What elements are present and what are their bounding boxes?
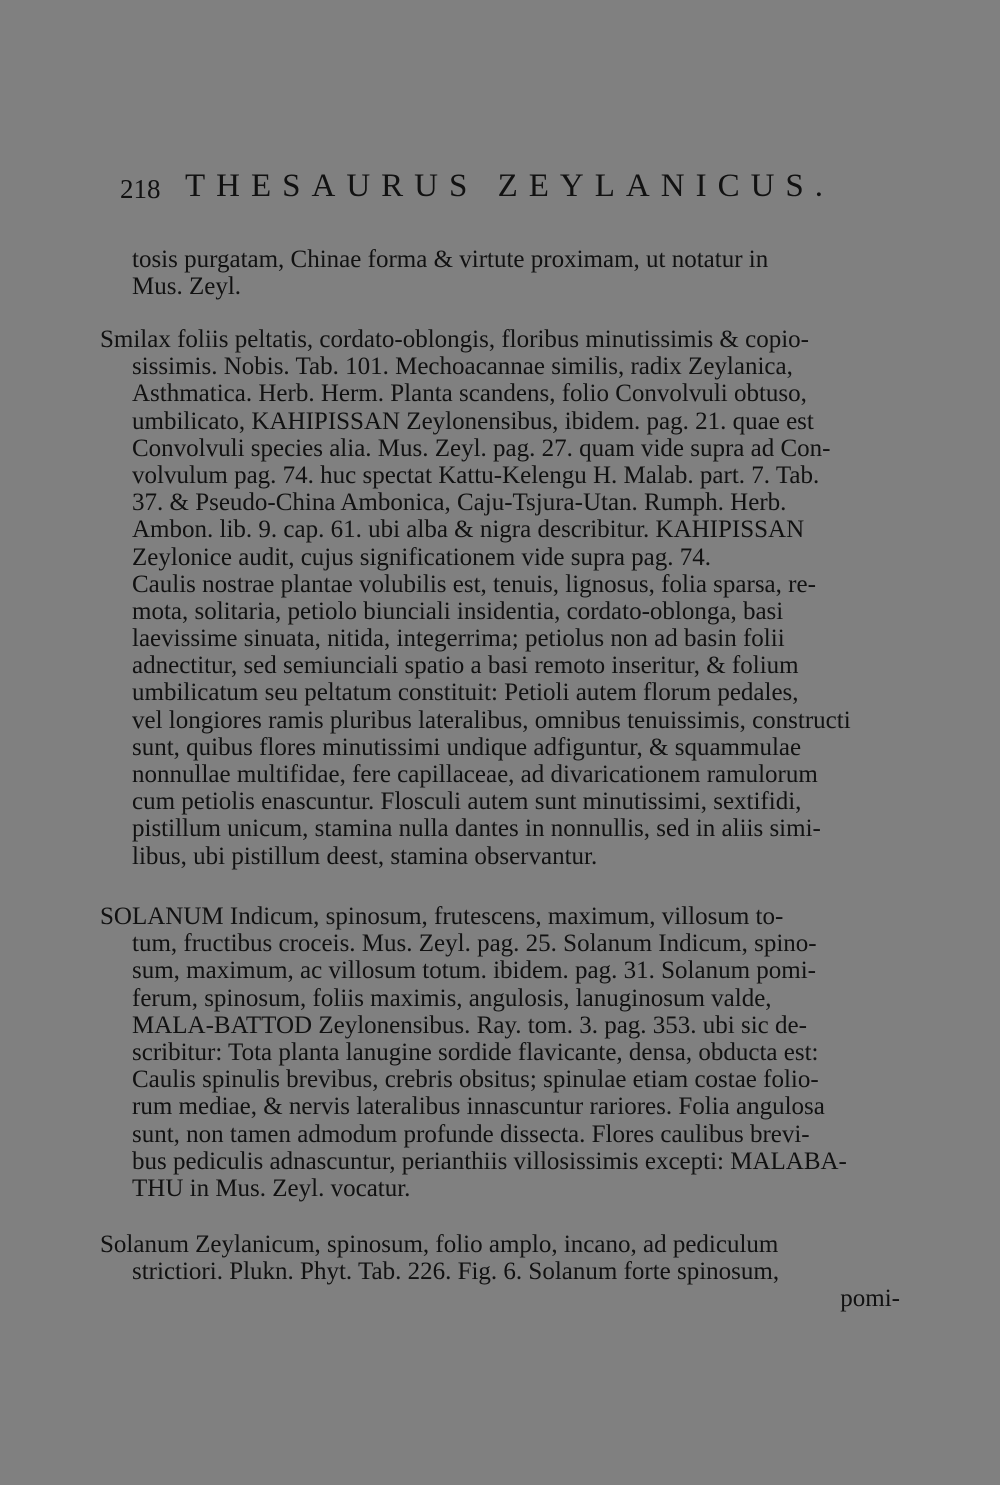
text-line: Zeylonice audit, cujus significationem vide supra pag. 74.	[132, 543, 712, 571]
text-line: nonnullae multifidae, fere capillaceae, ad divaricationem ramulorum	[132, 761, 818, 788]
text-line: tum, fructibus croceis. Mus. Zeyl. pag. 25. Solanum Indicum, spino-	[132, 930, 817, 958]
text-line: 37. & Pseudo-China Ambonica, Caju-Tsjura-Utan. Rumph. Herb.	[132, 489, 787, 517]
text-line: THU in Mus. Zeyl. vocatur.	[132, 1174, 411, 1202]
paragraph-solanum-zeylanicum	[100, 1231, 900, 1313]
text-line: sunt, non tamen admodum profunde dissecta. Flores caulibus brevi-	[132, 1120, 810, 1148]
paragraph-continuation	[100, 246, 900, 300]
text-line: Mus. Zeyl.	[132, 273, 242, 301]
text-line: adnectitur, sed semiunciali spatio a basi remoto inseritur, & folium	[132, 652, 799, 680]
text-line: Solanum Zeylanicum, spinosum, folio amplo, incano, ad pediculum	[100, 1231, 779, 1258]
text-line: ferum, spinosum, foliis maximis, angulosis, lanuginosum valde,	[132, 984, 772, 1012]
text-line: Smilax foliis peltatis, cordato-oblongis, floribus minutissimis & copio-	[100, 326, 809, 353]
paragraph-smilax	[100, 326, 900, 870]
text-line: SOLANUM Indicum, spinosum, frutescens, maximum, villosum to-	[100, 903, 784, 930]
text-line: tosis purgatam, Chinae forma & virtute proximam, ut notatur in	[132, 246, 769, 273]
text-line: Asthmatica. Herb. Herm. Planta scandens, folio Convolvuli obtuso,	[132, 380, 807, 408]
text-line: vel longiores ramis pluribus lateralibus, omnibus tenuissimis, constructi	[132, 706, 851, 734]
page-number: 218	[120, 174, 161, 204]
text-line: strictiori. Plukn. Phyt. Tab. 226. Fig. 6. Solanum forte spinosum,	[132, 1258, 780, 1286]
text-line: pistillum unicum, stamina nulla dantes in nonnullis, sed in aliis simi-	[132, 815, 821, 843]
text-line: sum, maximum, ac villosum totum. ibidem. pag. 31. Solanum pomi-	[132, 957, 816, 985]
text-line: sissimis. Nobis. Tab. 101. Mechoacannae similis, radix Zeylanica,	[132, 353, 793, 381]
page-header	[120, 168, 840, 212]
text-line: Caulis spinulis brevibus, crebris obsitus; spinulae etiam costae folio-	[132, 1066, 819, 1094]
text-line: laevissime sinuata, nitida, integerrima; petiolus non ad basin folii	[132, 625, 785, 653]
running-title: THESAURUS ZEYLANICUS.	[185, 168, 835, 204]
text-line: Caulis nostrae plantae volubilis est, tenuis, lignosus, folia sparsa, re-	[132, 570, 816, 598]
text-line: mota, solitaria, petiolo biunciali insidentia, cordato-oblonga, basi	[132, 597, 784, 625]
text-line: sunt, quibus flores minutissimi undique adfiguntur, & squammulae	[132, 733, 802, 761]
text-line: umbilicato, KAHIPISSAN Zeylonensibus, ibidem. pag. 21. quae est	[132, 407, 814, 435]
paragraph-solanum-indicum	[100, 903, 900, 1202]
text-line: Convolvuli species alia. Mus. Zeyl. pag. 27. quam vide supra ad Con-	[132, 434, 831, 462]
text-line: Ambon. lib. 9. cap. 61. ubi alba & nigra describitur. KAHIPISSAN	[132, 516, 805, 544]
text-line: cum petiolis enascuntur. Flosculi autem sunt minutissimi, sextifidi,	[132, 788, 802, 816]
text-line: rum mediae, & nervis lateralibus innascuntur rariores. Folia angulosa	[132, 1093, 825, 1121]
text-line: umbilicatum seu peltatum constituit: Petioli autem florum pedales,	[132, 679, 799, 707]
text-line: MALA-BATTOD Zeylonensibus. Ray. tom. 3. pag. 353. ubi sic de-	[132, 1011, 807, 1039]
text-line: scribitur: Tota planta lanugine sordide flavicante, densa, obducta est:	[132, 1038, 819, 1066]
text-line: bus pediculis adnascuntur, perianthiis villosissimis excepti: MALABA-	[132, 1147, 847, 1175]
text-line: libus, ubi pistillum deest, stamina observantur.	[132, 842, 598, 870]
catchword: pomi-	[840, 1285, 900, 1313]
text-line: volvulum pag. 74. huc spectat Kattu-Kelengu H. Malab. part. 7. Tab.	[132, 461, 820, 489]
